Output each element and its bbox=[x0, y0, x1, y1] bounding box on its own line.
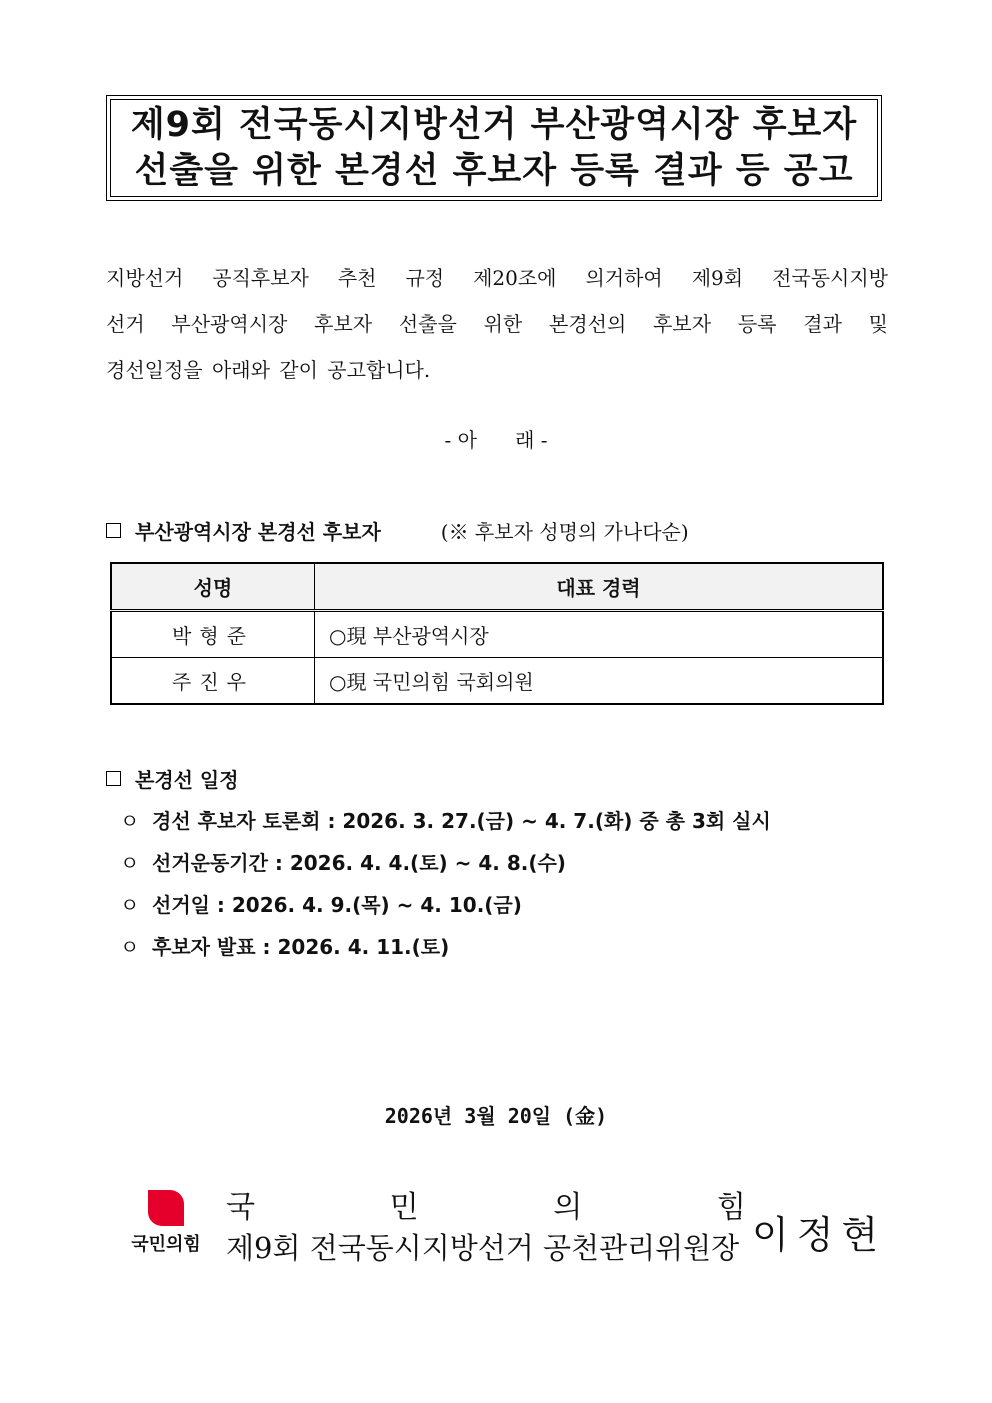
candidates-sort-note: (※ 후보자 성명의 가나다순) bbox=[440, 520, 689, 544]
committee-title: 제9회 전국동시지방선거 공천관리위원장 bbox=[226, 1231, 740, 1265]
column-header-career: 대표 경력 bbox=[315, 563, 884, 611]
announcement-date: 2026년 3월 20일 (金) bbox=[384, 1104, 608, 1128]
party-logo-mark-icon bbox=[148, 1190, 184, 1226]
bullet-icon: ㅇ bbox=[120, 893, 140, 917]
table-header-row bbox=[111, 563, 883, 611]
candidate-career: ○現 부산광역시장 bbox=[315, 611, 884, 658]
list-item bbox=[120, 884, 771, 926]
schedule-list bbox=[120, 800, 771, 968]
signer-name: 이정현 bbox=[752, 1213, 887, 1257]
bullet-icon: ㅇ bbox=[120, 809, 140, 833]
table-row bbox=[111, 611, 883, 658]
list-item bbox=[120, 800, 771, 842]
checkbox-icon bbox=[106, 523, 121, 538]
intro-line-2: 선거 부산광역시장 후보자 선출을 위한 본경선의 후보자 등록 결과 및 bbox=[106, 312, 888, 336]
organization-name bbox=[226, 1188, 746, 1228]
column-header-name: 성명 bbox=[111, 563, 315, 611]
party-logo bbox=[120, 1190, 212, 1260]
schedule-section-heading bbox=[106, 764, 239, 793]
candidate-career: ○現 국민의힘 국회의원 bbox=[315, 658, 884, 705]
organization-char: 힘 bbox=[717, 1190, 746, 1225]
signature-organization bbox=[226, 1188, 746, 1268]
checkbox-icon bbox=[106, 771, 121, 786]
organization-char: 국 bbox=[226, 1190, 255, 1225]
schedule-item-text: 선거운동기간 : 2026. 4. 4.(토) ~ 4. 8.(수) bbox=[152, 851, 566, 875]
table-row bbox=[111, 658, 883, 705]
party-logo-text: 국민의힘 bbox=[131, 1234, 201, 1255]
intro-paragraph bbox=[106, 255, 888, 393]
schedule-item-text: 선거일 : 2026. 4. 9.(목) ~ 4. 10.(금) bbox=[152, 893, 522, 917]
bullet-icon: ㅇ bbox=[120, 851, 140, 875]
list-item bbox=[120, 926, 771, 968]
bullet-icon: ㅇ bbox=[120, 935, 140, 959]
title-line-2: 선출을 위한 본경선 후보자 등록 결과 등 공고 bbox=[134, 151, 854, 191]
title-box bbox=[106, 95, 882, 201]
organization-char: 의 bbox=[553, 1190, 583, 1225]
schedule-heading-text: 본경선 일정 bbox=[135, 768, 239, 792]
schedule-item-text: 후보자 발표 : 2026. 4. 11.(토) bbox=[152, 935, 450, 959]
organization-char: 민 bbox=[389, 1190, 419, 1225]
candidates-table bbox=[110, 562, 884, 705]
intro-line-3: 경선일정을 아래와 같이 공고합니다. bbox=[106, 358, 431, 382]
below-heading: - 아 래 - bbox=[444, 428, 548, 452]
candidate-name: 주진우 bbox=[111, 658, 315, 705]
candidates-section-heading bbox=[106, 516, 689, 545]
intro-line-1: 지방선거 공직후보자 추천 규정 제20조에 의거하여 제9회 전국동시지방 bbox=[106, 266, 888, 290]
title-line-1: 제9회 전국동시지방선거 부산광역시장 후보자 bbox=[130, 105, 858, 145]
list-item bbox=[120, 842, 771, 884]
schedule-item-text: 경선 후보자 토론회 : 2026. 3. 27.(금) ~ 4. 7.(화) 중 총 3회 실시 bbox=[152, 809, 771, 833]
candidate-name: 박형준 bbox=[111, 611, 315, 658]
candidates-heading-text: 부산광역시장 본경선 후보자 bbox=[135, 520, 381, 544]
title-inner-frame bbox=[110, 99, 878, 197]
